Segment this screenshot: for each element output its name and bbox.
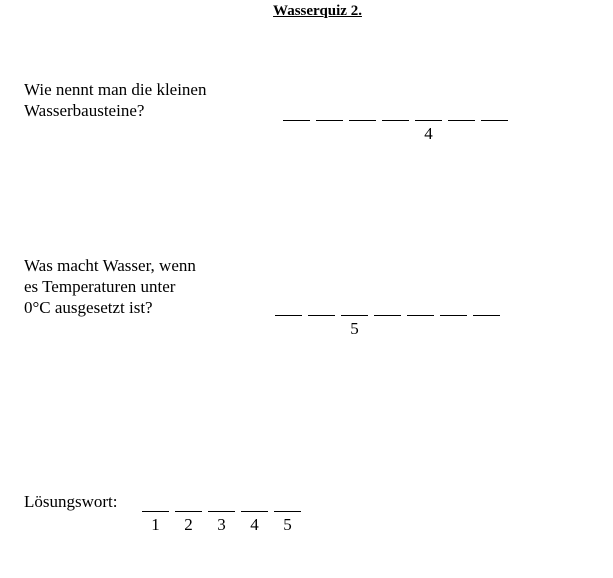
question-1-blank-7[interactable] [481, 120, 508, 121]
question-1-blank-6[interactable] [448, 120, 475, 121]
question-2-slot-number [308, 319, 335, 339]
question-2-slot-number [407, 319, 434, 339]
solution-word-label: Lösungswort: [24, 492, 118, 511]
quiz-title: Wasserquiz 2. [273, 3, 362, 19]
question-1-slot-number [316, 124, 343, 144]
question-2-blank-6[interactable] [440, 315, 467, 316]
question-2-blank-3[interactable] [341, 315, 368, 316]
question-2-answer-blanks[interactable] [275, 315, 506, 316]
question-2-blank-7[interactable] [473, 315, 500, 316]
question-1-slot-number [481, 124, 508, 144]
question-2-slot-number [440, 319, 467, 339]
question-2-slot-number: 5 [350, 319, 359, 338]
solution-word-slot-number: 4 [250, 515, 259, 534]
question-1-slot-number [448, 124, 475, 144]
solution-word-blank-1[interactable] [142, 511, 169, 512]
solution-word-blank-5[interactable] [274, 511, 301, 512]
solution-word-slot-number: 5 [283, 515, 292, 534]
question-1-letter-numbers [283, 124, 514, 144]
question-1-blank-3[interactable] [349, 120, 376, 121]
question-1-slot-number [283, 124, 310, 144]
solution-word-blank-3[interactable] [208, 511, 235, 512]
solution-word-blank-2[interactable] [175, 511, 202, 512]
question-1-text: Wie nennt man die kleinen Wasserbausteine? [24, 80, 207, 120]
solution-word-slot-number: 2 [184, 515, 193, 534]
question-2-letter-numbers [275, 319, 506, 339]
question-2-blank-2[interactable] [308, 315, 335, 316]
question-1-blank-5[interactable] [415, 120, 442, 121]
question-2-blank-4[interactable] [374, 315, 401, 316]
question-2-slot-number [275, 319, 302, 339]
question-2-blank-5[interactable] [407, 315, 434, 316]
question-1-blank-1[interactable] [283, 120, 310, 121]
question-2-blank-1[interactable] [275, 315, 302, 316]
solution-word-blank-4[interactable] [241, 511, 268, 512]
question-1-slot-number: 4 [424, 124, 433, 143]
solution-word-slot-number: 3 [217, 515, 226, 534]
question-1-slot-number [382, 124, 409, 144]
question-1-blank-2[interactable] [316, 120, 343, 121]
solution-word-numbers [142, 515, 307, 535]
question-1-slot-number [349, 124, 376, 144]
question-2-slot-number [374, 319, 401, 339]
question-1-answer-blanks[interactable] [283, 120, 514, 121]
solution-word-slot-number: 1 [151, 515, 160, 534]
question-1-blank-4[interactable] [382, 120, 409, 121]
question-2-text: Was macht Wasser, wenn es Temperaturen unter 0°C ausgesetzt ist? [24, 256, 196, 317]
question-2-slot-number [473, 319, 500, 339]
solution-word-blanks[interactable] [142, 511, 307, 512]
